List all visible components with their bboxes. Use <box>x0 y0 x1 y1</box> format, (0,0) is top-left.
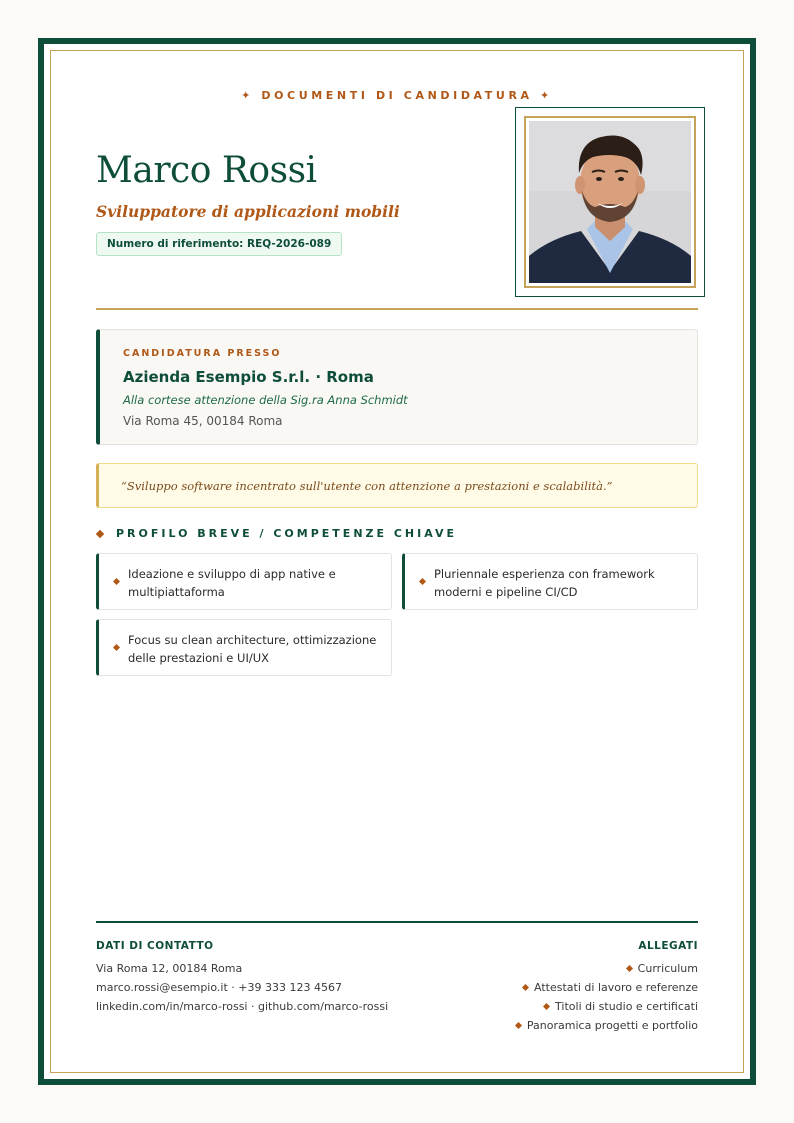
recipient-company: Azienda Esempio S.r.l. · Roma <box>123 368 374 386</box>
contact-email-phone: marco.rossi@esempio.it · +39 333 123 4567 <box>96 981 342 994</box>
diamond-bullet-icon <box>626 965 633 972</box>
recipient-label: CANDIDATURA PRESSO <box>123 348 282 359</box>
attachment-label: Titoli di studio e certificati <box>555 1000 698 1013</box>
skill-card <box>96 619 392 676</box>
diamond-bullet-icon <box>522 984 529 991</box>
applicant-role: Sviluppatore di applicazioni mobili <box>96 202 400 221</box>
recipient-attention: Alla cortese attenzione della Sig.ra Anna Schmidt <box>123 393 408 407</box>
photo-frame <box>515 107 705 297</box>
attachment-item <box>523 981 698 994</box>
skill-text: Pluriennale esperienza con framework moderni e pipeline CI/CD <box>434 567 655 599</box>
motto-quote: “Sviluppo software incentrato sull'utente con attenzione a prestazioni e scalabilità.” <box>121 479 613 493</box>
footer-divider <box>96 921 698 923</box>
portrait-illustration <box>529 121 691 283</box>
document-kicker: ✦ DOCUMENTI DI CANDIDATURA ✦ <box>241 89 553 102</box>
contact-title: DATI DI CONTATTO <box>96 940 214 952</box>
diamond-bullet-icon <box>419 578 426 585</box>
skill-card <box>402 553 698 610</box>
diamond-bullet-icon <box>96 530 104 538</box>
contact-links: linkedin.com/in/marco-rossi · github.com/marco-rossi <box>96 1000 389 1013</box>
reference-badge: Numero di riferimento: REQ-2026-089 <box>96 232 342 256</box>
attachment-label: Attestati di lavoro e referenze <box>534 981 698 994</box>
skill-card <box>96 553 392 610</box>
header-divider <box>96 308 698 310</box>
diamond-bullet-icon <box>515 1022 522 1029</box>
diamond-bullet-icon <box>113 578 120 585</box>
attachment-label: Panoramica progetti e portfolio <box>526 1019 698 1032</box>
attachment-item <box>516 1019 698 1032</box>
recipient-box <box>96 329 698 445</box>
attachment-item <box>627 962 698 975</box>
recipient-address: Via Roma 45, 00184 Roma <box>123 414 283 428</box>
contact-address: Via Roma 12, 00184 Roma <box>96 962 243 975</box>
attachment-item <box>544 1000 698 1013</box>
skill-text: Ideazione e sviluppo di app native e multipiattaforma <box>128 567 336 599</box>
attachments-title: ALLEGATI <box>638 940 698 952</box>
application-cover-page <box>96 0 698 1123</box>
skill-text: Focus su clean architecture, ottimizzazione delle prestazioni e UI/UX <box>128 633 377 665</box>
diamond-bullet-icon <box>543 1003 550 1010</box>
diamond-bullet-icon <box>113 644 120 651</box>
attachment-label: Curriculum <box>637 962 698 975</box>
skills-title: PROFILO BREVE / COMPETENZE CHIAVE <box>116 527 458 540</box>
photo-inner-frame <box>524 116 696 288</box>
applicant-photo <box>529 121 691 283</box>
applicant-name: Marco Rossi <box>96 150 317 191</box>
motto-quote-box <box>96 463 698 508</box>
